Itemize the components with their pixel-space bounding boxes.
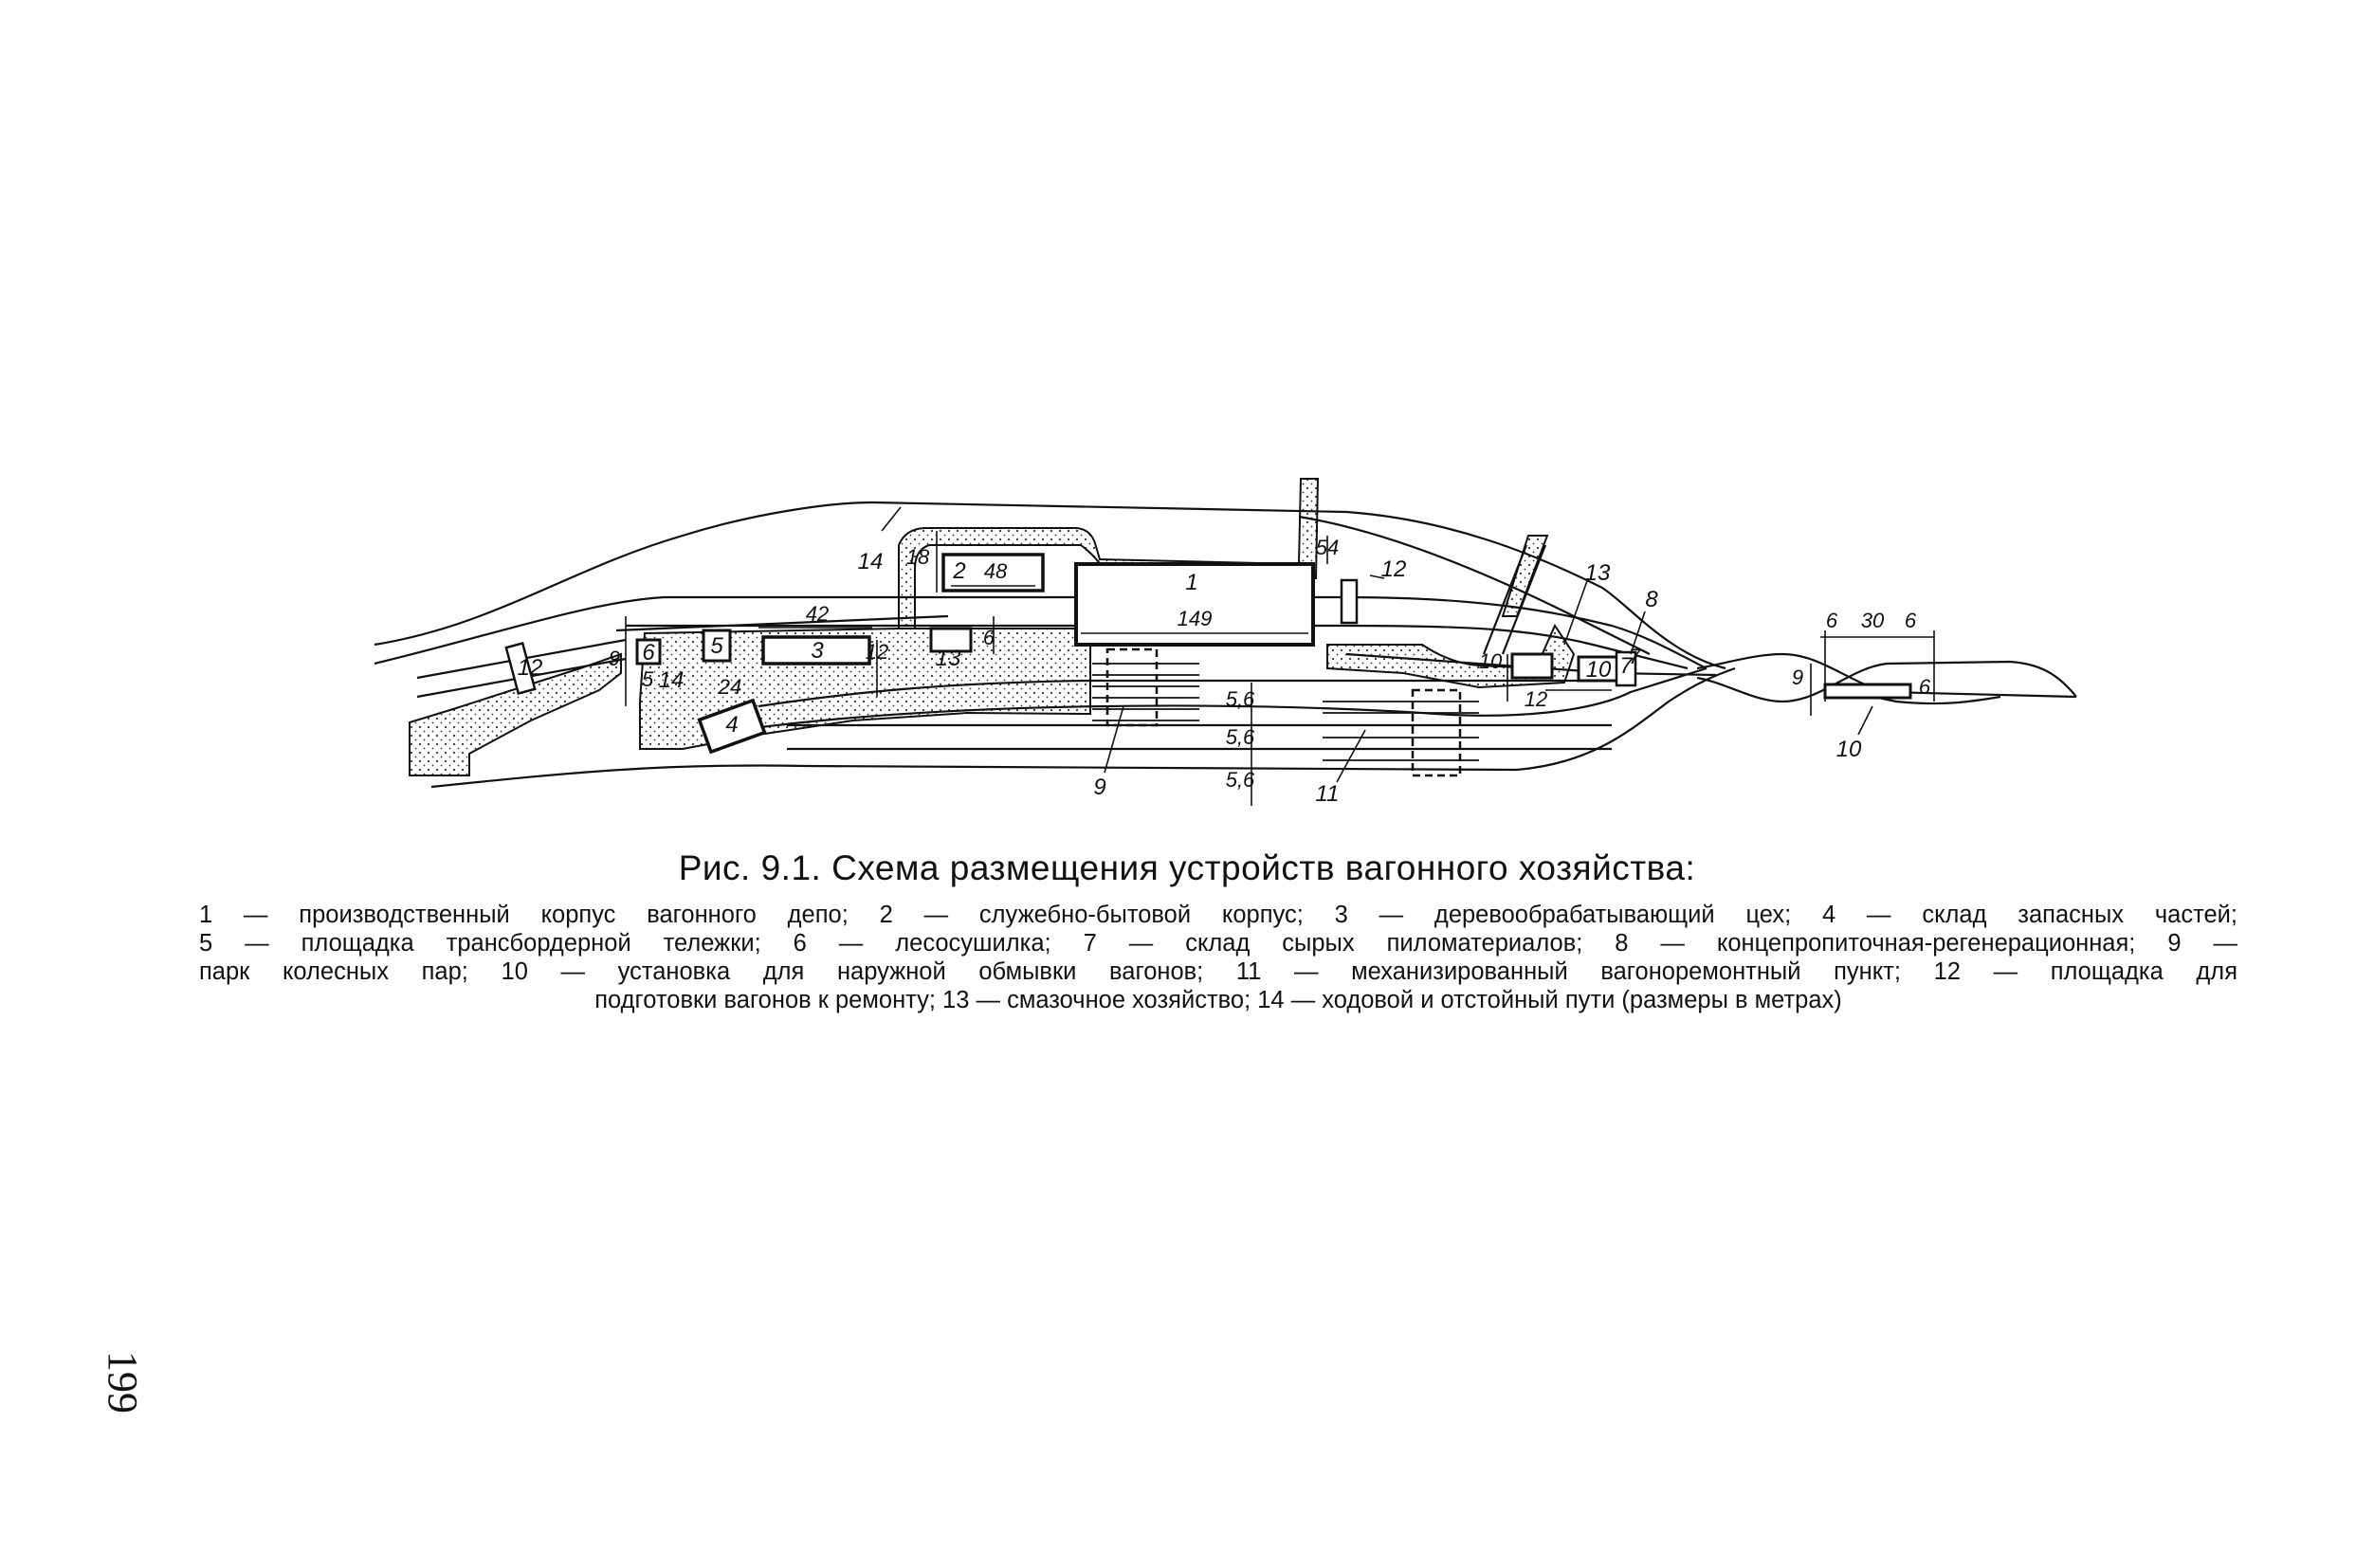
label-2: 2 [953,558,966,584]
label-3: 3 [811,638,824,664]
label-5: 5 [710,633,723,659]
dim-12b: 12 [1524,687,1548,711]
dim-149: 149 [1177,607,1213,630]
dim-56b: 5,6 [1225,725,1255,749]
label-9: 9 [1093,775,1106,800]
dim-30: 30 [1860,609,1885,632]
label-10: 10 [1585,657,1612,683]
label-13b: 13 [1584,560,1611,586]
building-13b-lubrication [1512,654,1552,678]
dim-18: 18 [905,545,930,569]
dim-6a: 6 [982,626,995,649]
point-11-repair [1413,690,1460,775]
dim-42: 42 [805,602,830,626]
label-10b: 10 [1835,737,1862,762]
legend-line-3: парк колесных пар; 10 — установка для наружной обмывки вагонов; 11 — механизированный вагоноремонтный пункт; 12 — площадка для [199,958,2237,985]
legend-line-1: 1 — производственный корпус вагонного депо; 2 — служебно-бытовой корпус; 3 — деревообрабатывающий цех; 4 — склад запасных частей; [199,902,2237,928]
label-14: 14 [857,549,884,574]
dim-6c: 6 [1904,609,1917,632]
label-13: 13 [935,646,961,671]
label-8: 8 [1645,587,1658,612]
legend-line-4: подготовки вагонов к ремонту; 13 — смазочное хозяйство; 14 — ходовой и отстойный пути (размеры в метрах) [594,987,1842,1013]
dim-56c: 5,6 [1225,768,1255,792]
label-12b: 12 [517,655,543,681]
platform-12-prep [1342,580,1357,623]
label-4: 4 [725,712,739,738]
figure-legend [199,901,2237,1014]
building-10b-washer [1825,684,1910,698]
label-1: 1 [1185,570,1198,595]
dim-6b: 6 [1825,609,1838,632]
dim-48: 48 [983,559,1008,583]
dim-56a: 5,6 [1225,687,1255,711]
dim-12a: 12 [865,640,889,664]
label-12: 12 [1380,556,1407,582]
dim-9b: 9 [1791,665,1804,689]
label-14b: 14 [658,667,685,693]
label-7: 7 [1619,653,1633,679]
dim-10: 10 [1478,649,1503,673]
dim-24: 24 [718,675,742,699]
dim-54: 54 [1315,536,1340,559]
dim-5: 5 [641,667,654,691]
site-layout-diagram [360,474,2095,815]
page-number: 199 [100,1351,146,1413]
park-9-wheelsets [1107,649,1157,725]
dim-9a: 9 [608,647,621,670]
label-11: 11 [1315,781,1340,807]
dim-6d: 6 [1918,675,1931,699]
label-6: 6 [642,640,655,665]
figure-title: Рис. 9.1. Схема размещения устройств вагонного хозяйства: [678,848,1696,887]
dim-7: 7 [1628,645,1641,668]
legend-line-2: 5 — площадка трансбордерной тележки; 6 — лесосушилка; 7 — склад сырых пиломатериалов; 8 — концепропиточная-регенерационная; 9 — [199,930,2237,957]
